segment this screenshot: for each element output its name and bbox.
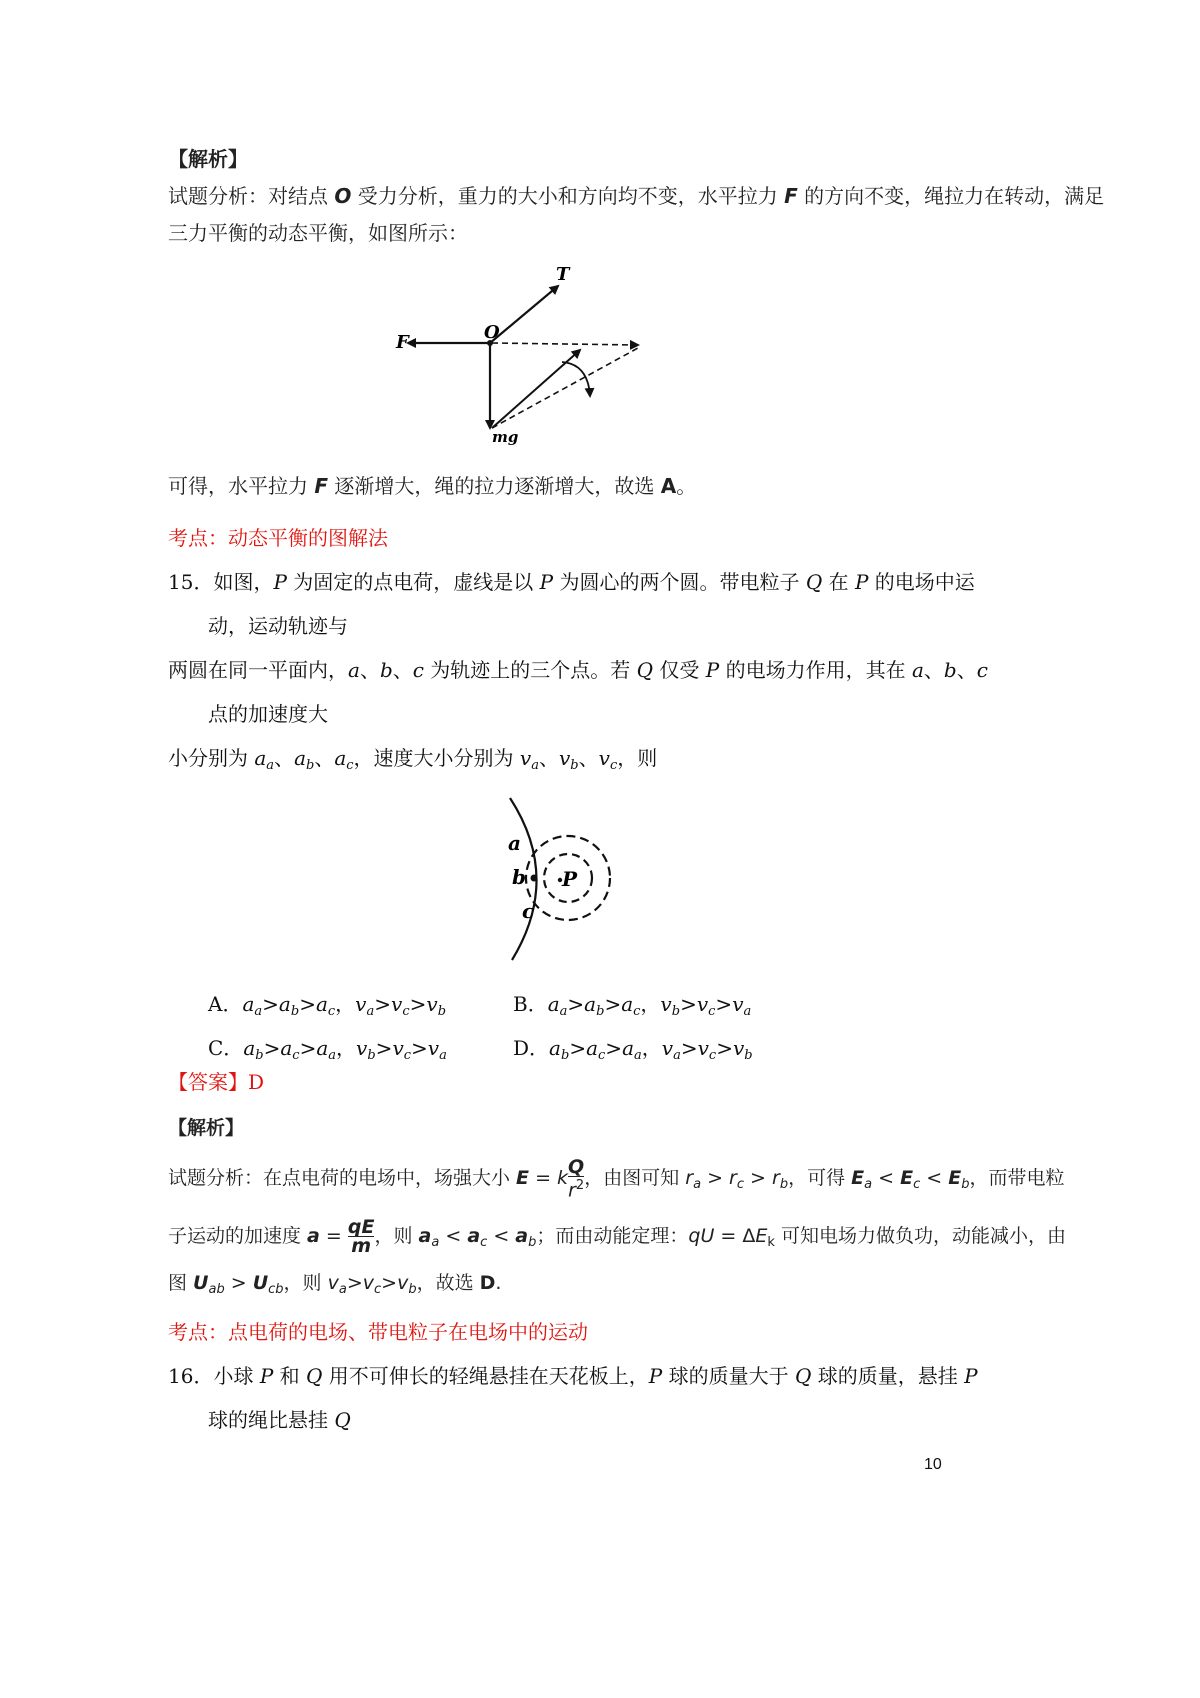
dashed-horizontal (492, 343, 638, 345)
label-P: P (562, 867, 578, 891)
q15-line-1: 15．如图，P 为固定的点电荷，虚线是以 P 为圆心的两个圆。带电粒子 Q 在 P 的电场中运 (168, 570, 975, 594)
jiexi-label-2: 【解析】 (168, 1117, 245, 1139)
kaodian-2: 考点：点电荷的电场、带电粒子在电场中的运动 (168, 1320, 588, 1344)
rotation-arrow (562, 362, 590, 396)
q15-option-D: D．$a_b>a_c>a_a$，$v_a>v_c>v_b$ (513, 1036, 753, 1063)
q15-line-5: 小分别为 $a_a$、$a_b$、$a_c$，速度大小分别为 $v_a$、$v_b$、$v_c$，则 (168, 746, 658, 773)
q15-analysis-line-1: 试题分析：在点电荷的电场中，场强大小 E = k $\frac{Q}{r^2}$ ，由图可知 $r_a > r_c > r_b$，可得 $E_a < E_c < E_b$，而带电粒 (168, 1156, 1065, 1202)
q15-analysis-line-2: 子运动的加速度 a = $\frac{qE}{m}$ ，则 $a_a < a_c < a_b$；而由动能定理：qU = $\Delta E_k$ 可知电场力做负功，动能减小，由 (168, 1216, 1066, 1257)
q16-line-1: 16．小球 P 和 Q 用不可伸长的轻绳悬挂在天花板上，P 球的质量大于 Q 球的质量，悬挂 P (168, 1364, 978, 1388)
label-T: T (556, 264, 570, 285)
solid-diagonal (492, 350, 580, 428)
label-mg: mg (492, 428, 519, 446)
q15-option-C: C．$a_b>a_c>a_a$，$v_b>v_c>v_a$ (208, 1036, 447, 1063)
analysis-line-1: 试题分析：对结点 O 受力分析，重力的大小和方向均不变，水平拉力 F 的方向不变，绳拉力在转动，满足 (168, 184, 1105, 208)
kaodian-1: 考点：动态平衡的图解法 (168, 526, 388, 550)
label-b: b (512, 865, 526, 889)
force-diagram (380, 258, 670, 448)
q15-answer: 【答案】D (168, 1070, 265, 1094)
label-O: O (484, 322, 500, 343)
dashed-diagonal (492, 348, 638, 428)
page-number: 10 (924, 1456, 942, 1473)
label-a: a (508, 831, 521, 855)
q15-option-A: A．$a_a>a_b>a_c$，$v_a>v_c>v_b$ (208, 992, 447, 1019)
q15-option-B: B．$a_a>a_b>a_c$，$v_b>v_c>v_a$ (513, 992, 752, 1019)
analysis-line-2: 三力平衡的动态平衡，如图所示： (168, 221, 468, 245)
q15-line-4: 点的加速度大 (208, 702, 328, 726)
q16-line-2: 球的绳比悬挂 Q (208, 1408, 351, 1432)
field-diagram (490, 790, 630, 970)
jiexi-label-1: 【解析】 (168, 147, 248, 171)
q15-analysis-line-3: 图 $U_{ab} > U_{cb}$，则 $v_a>v_c>v_b$，故选 D. (168, 1272, 502, 1297)
label-c: c (522, 899, 535, 923)
conclusion-line: 可得，水平拉力 F 逐渐增大，绳的拉力逐渐增大，故选 A。 (168, 474, 697, 498)
q15-line-3: 两圆在同一平面内，a、b、c 为轨迹上的三个点。若 Q 仅受 P 的电场力作用，其在 a、b、c (168, 658, 988, 682)
q15-line-2: 动，运动轨迹与 (208, 614, 348, 638)
label-F: F (396, 332, 409, 353)
force-T-arrow (490, 286, 558, 343)
